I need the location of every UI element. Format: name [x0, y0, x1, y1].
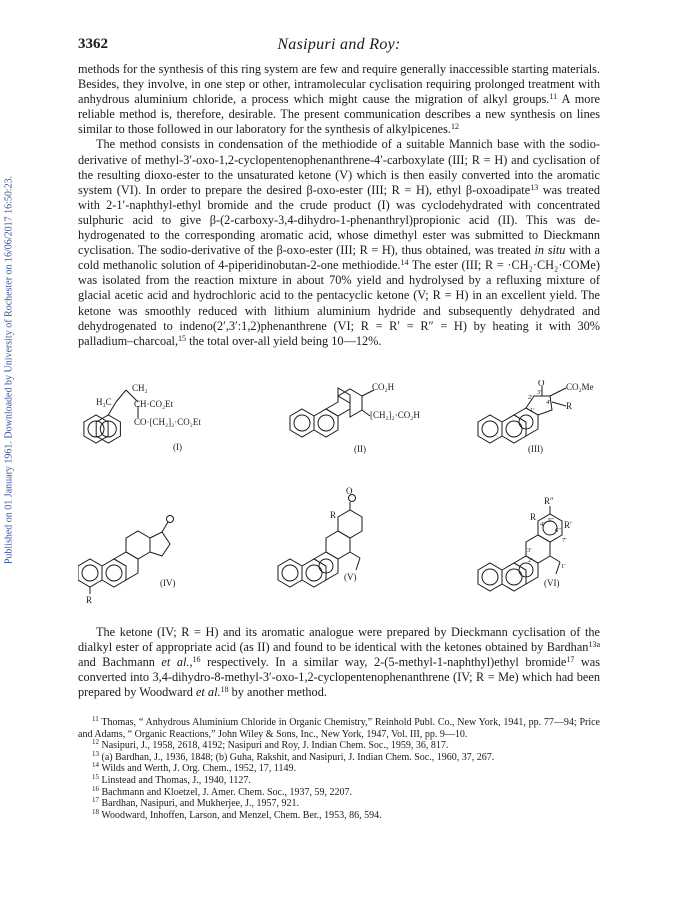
body-text — [78, 62, 600, 349]
et-al-2: et al. — [195, 685, 221, 700]
h3c-label: H₃C — [96, 397, 112, 407]
structure-V — [278, 486, 362, 587]
in-situ: in situ — [534, 243, 566, 258]
paragraph-3: The ketone (IV; R = H) and its aromatic analogue were prepared by Dieckmann cyclisation of the dialkyl ester of appropriate acid (as II) and found to be identical with the ketones obtained by Bardhan$^{13a}$ and Bachmann et al.,$^{16}$ respectively. In a similar way, 2-(5-methyl-1-naphthyl)ethyl bromide$^{17}$ was converted into 3,4-dihydro-8-methyl-3′-oxo-1,2-cyclopentenophenanthrene (IV; R = Me) which had been prepared by Woodward et al.$^{18}$ by another method. — [78, 625, 600, 700]
footnote-number: 11 — [92, 715, 99, 723]
footnote — [78, 740, 600, 752]
label-II: (II) — [354, 444, 366, 454]
chain-label: [CH₂]₂·CO₂H — [370, 410, 420, 420]
footnote-text: Linstead and Thomas, J., 1940, 1127. — [99, 774, 251, 786]
page-header — [78, 36, 600, 58]
et-al: et al. — [161, 655, 190, 670]
label-VI: (VI) — [544, 578, 560, 588]
pos-1-III: 1′ — [530, 407, 535, 414]
footnote-text: Nasipuri, J., 1958, 2618, 4192; Nasipuri and Roy, J. Indian Chem. Soc., 1959, 36, 817. — [99, 740, 449, 752]
footnote-number: 16 — [92, 784, 99, 793]
ref-13: 13 — [530, 182, 539, 192]
structure-IV — [78, 516, 176, 606]
r2-label-VI: R″ — [544, 496, 554, 506]
ref-13a: 13a — [588, 640, 600, 650]
footnote — [78, 784, 600, 799]
r-label-V: R — [330, 510, 337, 520]
pos-5-VI: 5″ — [548, 517, 554, 524]
r-label-VI: R — [530, 512, 537, 522]
footnote — [78, 749, 600, 764]
structure-VI — [478, 496, 572, 591]
ch-co2et-label: CH·CO₂Et — [134, 399, 174, 409]
ref-15: 15 — [178, 333, 187, 343]
footnote-text: (a) Bardhan, J., 1936, 1848; (b) Guha, Rakshit, and Nasipuri, J. Indian Chem. Soc., 1960, 37, 267. — [99, 751, 495, 763]
pos-2-III: 2′ — [528, 394, 533, 401]
paragraph-1-text: methods for the synthesis of this ring system are few and require generally inaccessible starting materials. Besides, they involve, in one step or other, intramolecular cyclisation requiring prolonged treatment with anhydrous aluminium chloride, a process which might cause the migration of alkyl groups. — [78, 62, 600, 107]
footnote — [78, 772, 600, 787]
ref-14: 14 — [400, 258, 409, 268]
ref-18: 18 — [220, 685, 229, 695]
download-watermark — [2, 150, 16, 590]
footnote-text: Wilds and Werth, J. Org. Chem., 1952, 17, 1149. — [99, 763, 297, 775]
paragraph-3-s5: by another method. — [228, 685, 327, 700]
footnote-number: 13 — [92, 749, 99, 758]
paragraph-1-text-2: A more reliable method is, therefore, desirable. The present communication describes a new synthesis on lines similar to those followed in our laboratory for the synthesis of alkylpicenes. — [78, 92, 600, 137]
structures-svg — [78, 380, 600, 620]
paragraph-2 — [78, 137, 600, 348]
ref-17: 17 — [566, 655, 575, 665]
pos-1-VI: 1′ — [561, 563, 566, 570]
footnotes — [78, 717, 600, 821]
footnote-text: Thomas, “ Anhydrous Aluminium Chloride in Organic Chemistry,” Reinhold Publ. Co., New York, 1941, pp. 77—94; Price and Adams, “ Organic Reactions,” John Wiley & Sons, Inc., New York, 1947, Vol. III, pp. 9—10. — [78, 717, 600, 740]
download-watermark-text: Published on 01 January 1961. Downloaded by University of Rochester on 16/06/2017 16:50:23. — [3, 175, 15, 565]
pos-3-III: 3′ — [537, 389, 542, 396]
footnote-number: 15 — [92, 772, 99, 781]
co2me-label: CO₂Me — [566, 382, 594, 392]
structure-I — [84, 383, 202, 452]
label-III: (III) — [528, 444, 543, 454]
paragraph-3-s3: respectively. In a similar way, 2-(5-methyl-1-naphthyl)ethyl bromide — [200, 655, 567, 670]
ref-12: 12 — [450, 122, 459, 132]
pos-2-VI: 2′ — [528, 557, 533, 564]
pos-4-VI: 4″ — [540, 521, 546, 528]
paragraph-2-s5: the total over-all yield being 10—12%. — [186, 333, 382, 348]
chemical-structures — [78, 380, 600, 620]
footnote-text: Woodward, Inhoffen, Larson, and Menzel, Chem. Ber., 1953, 86, 594. — [99, 809, 382, 821]
footnote-text: Bardhan, Nasipuri, and Mukherjee, J., 1957, 921. — [99, 798, 299, 810]
r-label-IV: R — [86, 595, 93, 605]
pos-3-VI: 3′ — [527, 547, 532, 554]
pos-6-VI: 6″ — [555, 527, 561, 534]
page-number: 3362 — [78, 36, 108, 52]
ch2-label: CH₂ — [132, 383, 148, 393]
footnote — [78, 763, 600, 775]
paragraph-2-s1: The method consists in condensation of the methiodide of a suitable Mannich base with the sodio-derivative of methyl-3′-oxo-1,2-cyclopentenophenanthrene-4′-carboxylate (III; R = H) and cyclisation of the resulting dioxo-ester to the unsaturated ketone (V) which is then easily converted into the aromatic system (VI). In order to prepare the desired β-oxo-ester (III; R = H), ethyl β-oxoadipate — [78, 137, 600, 197]
paragraph-3-s2: and Bachmann — [78, 655, 155, 670]
r1-label-VI: R′ — [564, 520, 572, 530]
structure-II — [290, 382, 420, 454]
paragraph-2-s2: was treated with 2-1′-naphthyl-ethyl bromide and the crude product (I) was cyclodehydrated with concentrated sulphuric acid to give β-(2-carboxy-3,4-dihydro-1-phenanthryl)propionic acid (II). This was de-hydrogenated to the corresponding aromatic acid, whose dimethyl ester was submitted to Dieckmann cyclisation. The sodio-derivative of the β-oxo-ester (III; R = H), thus obtained, was treated — [78, 182, 600, 258]
paragraph-2-s4: The ester (III; R = ·CH₂·CH₂·COMe) was isolated from the reaction mixture in about 70% yield and hydrolysed by a refluxing mixture of glacial acetic acid and hydrochloric acid to the pentacyclic ketone (V; R = H) in an excellent yield. The ketone was smoothly reduced with lithium aluminium hydride and subsequently dehydrated and dehydrogenated to indeno(2′,3′:1,2)phenanthrene (VI; R = R′ = R″ = H) by heating it with 30% palladium–charcoal, — [78, 258, 600, 348]
ref-11: 11 — [549, 92, 558, 102]
paragraph-3-s1: The ketone (IV; R = H) and its aromatic analogue were prepared by Dieckmann cyclisation of the dialkyl ester of appropriate acid (as II) and found to be identical with the ketones obtained by Bardhan — [78, 625, 600, 655]
pos-4-III: 4′ — [546, 399, 551, 406]
footnote-number: 14 — [92, 761, 99, 770]
paragraph-2-s3: with a cold methanolic solution of 4-piperidinobutan-2-one methiodide. — [78, 243, 601, 273]
co-chain-label: CO·[CH₂]₂·CO₂Et — [134, 417, 201, 427]
footnote-number: 18 — [92, 807, 99, 816]
lower-text — [78, 625, 600, 700]
label-V: (V) — [344, 572, 357, 582]
paragraph-3-s4: was converted into 3,4-dihydro-8-methyl-3′-oxo-1,2-cyclopentenophenanthrene (IV; R = Me) which had been prepared by Woodward — [78, 655, 600, 700]
label-I: (I) — [173, 442, 182, 452]
r-label-III: R — [566, 401, 573, 411]
running-head: Nasipuri and Roy: — [277, 36, 401, 53]
oxo-label-V: O — [346, 486, 353, 496]
co2h-label: CO₂H — [372, 382, 395, 392]
footnote-number: 17 — [92, 796, 99, 805]
ref-16: 16 — [192, 655, 201, 665]
footnote — [78, 807, 600, 822]
footnote-number: 12 — [92, 738, 99, 747]
footnote-text: Bachmann and Kloetzel, J. Amer. Chem. Soc., 1937, 59, 2207. — [99, 786, 353, 798]
footnote — [78, 717, 600, 740]
pos-7-VI: 7′ — [562, 537, 567, 544]
structure-III — [478, 380, 594, 454]
footnote — [78, 798, 600, 810]
oxo-label: O — [538, 380, 545, 388]
paragraph-1 — [78, 62, 600, 137]
label-IV: (IV) — [160, 578, 176, 588]
